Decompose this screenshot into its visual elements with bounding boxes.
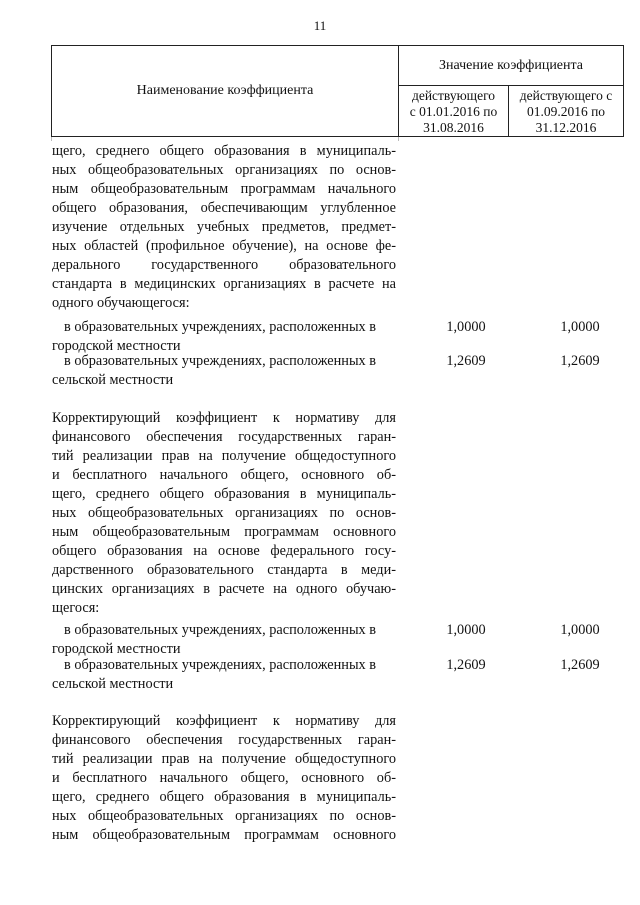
- text-line: одного обучающегося:: [52, 295, 190, 311]
- text-line: общего образования на основе федерального госу-: [52, 543, 396, 559]
- text-line: стандарта в медицинских организациях в расчете на: [52, 276, 396, 292]
- text-line: цинских организациях в расчете на одного обучаю-: [52, 581, 396, 597]
- row-label: [52, 621, 396, 659]
- text-line: ных областей (профильное обучение), на основе фе-: [52, 238, 396, 254]
- header-period-1-line: с 01.01.2016 по: [409, 104, 498, 119]
- text-line: изучение отдельных учебных предметов, предмет-: [52, 219, 396, 235]
- text-line: дарственного образовательного стандарта в меди-: [52, 562, 396, 578]
- text-line: общего образования, обеспечивающим углубленное: [52, 200, 396, 216]
- header-period-2-line: действующего с: [519, 88, 613, 103]
- header-name-column: Наименование коэффициента: [52, 46, 399, 136]
- row-label-line: городской местности: [52, 338, 181, 354]
- value-period-1: 1,0000: [446, 622, 486, 638]
- value-period-1: 1,0000: [446, 319, 486, 335]
- header-period-1-line: действующего: [411, 88, 496, 103]
- text-line: ных общеобразовательных организациях по основ-: [52, 808, 396, 824]
- header-period-1-line: 31.08.2016: [423, 120, 484, 135]
- paragraph-continuation: [52, 142, 396, 313]
- value-period-2: 1,0000: [560, 622, 600, 638]
- text-line: финансового обеспечения государственных гаран-: [52, 732, 396, 748]
- text-line: Корректирующий коэффициент к нормативу для: [52, 410, 396, 426]
- text-line: тий реализации прав на получение общедоступного: [52, 751, 396, 767]
- text-line: ных общеобразовательных организациях по основ-: [52, 162, 396, 178]
- row-label: [52, 656, 396, 694]
- row-label-line: в образовательных учреждениях, расположенных в: [64, 319, 377, 335]
- row-label-line: сельской местности: [52, 676, 174, 692]
- text-line: щего, среднего общего образования в муниципаль-: [52, 143, 396, 159]
- row-label: [52, 318, 396, 356]
- value-period-2: 1,2609: [560, 657, 600, 673]
- table-border-mid: [398, 137, 399, 141]
- text-line: ным общеобразовательным программам основного: [52, 524, 396, 540]
- text-line: дерального государственного образовательного: [52, 257, 396, 273]
- text-line: тий реализации прав на получение общедоступного: [52, 448, 396, 464]
- text-line: щего, среднего общего образования в муниципаль-: [52, 486, 396, 502]
- header-period-2-line: 01.09.2016 по: [526, 104, 606, 119]
- coefficient-description: [52, 409, 396, 618]
- header-period-2-line: 31.12.2016: [535, 120, 597, 135]
- text-line: щегося:: [52, 600, 100, 616]
- row-label-line: сельской местности: [52, 372, 174, 388]
- text-line: финансового обеспечения государственных гаран-: [52, 429, 396, 445]
- row-label: [52, 352, 396, 390]
- value-period-1: 1,2609: [446, 353, 486, 369]
- text-line: ным общеобразовательным программам начального: [52, 181, 396, 197]
- page-number: 11: [313, 18, 327, 33]
- text-line: Корректирующий коэффициент к нормативу для: [52, 713, 396, 729]
- text-line: щего, среднего общего образования в муниципаль-: [52, 789, 396, 805]
- value-period-2: 1,2609: [560, 353, 600, 369]
- table-border-left: [51, 137, 52, 141]
- row-label-line: в образовательных учреждениях, расположенных в: [64, 622, 377, 638]
- text-line: ных общеобразовательных организациях по основ-: [52, 505, 396, 521]
- coefficient-description: [52, 712, 396, 845]
- header-period-1: [399, 86, 509, 136]
- value-period-2: 1,0000: [560, 319, 600, 335]
- row-label-line: в образовательных учреждениях, расположенных в: [64, 353, 377, 369]
- row-label-line: городской местности: [52, 641, 181, 657]
- text-line: и бесплатного начального общего, основного об-: [52, 467, 396, 483]
- table-header: [51, 45, 624, 137]
- header-value-title: Значение коэффициента: [399, 46, 623, 86]
- value-period-1: 1,2609: [446, 657, 486, 673]
- text-line: и бесплатного начального общего, основного об-: [52, 770, 396, 786]
- row-label-line: в образовательных учреждениях, расположенных в: [64, 657, 377, 673]
- header-period-2: [509, 86, 623, 136]
- text-line: ным общеобразовательным программам основного: [52, 827, 396, 843]
